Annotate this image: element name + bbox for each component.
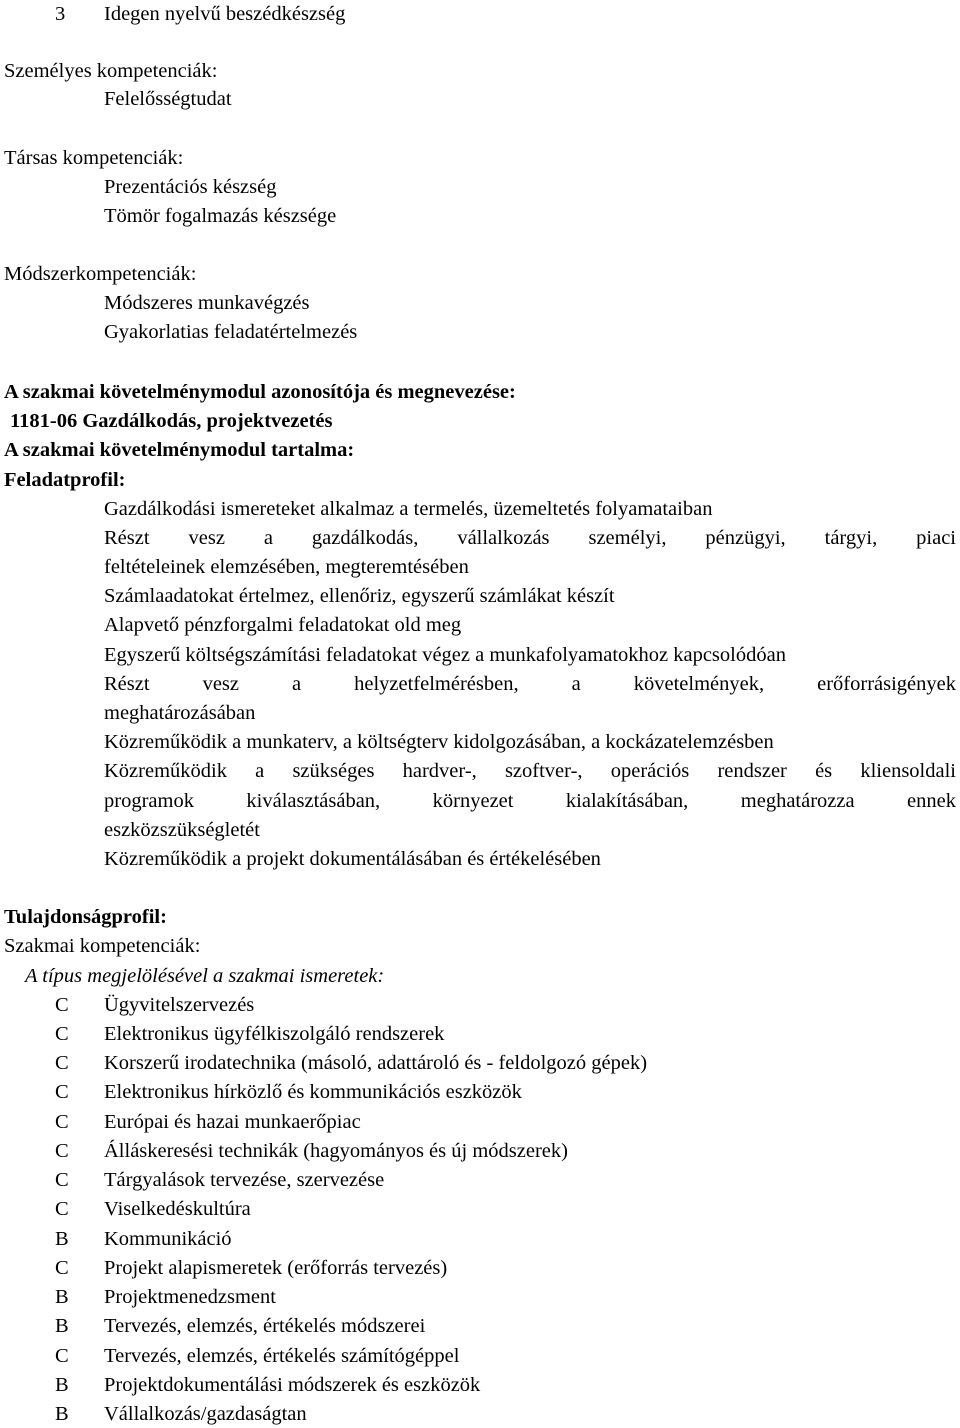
task-item-continuation: feltételeinek elemzésében, megteremtésében [104, 556, 469, 578]
method-competences-title: Módszerkompetenciák: [4, 263, 197, 285]
task-item-continuation: eszközszükségletét [104, 819, 260, 841]
task-item-line: Részt vesz a gazdálkodás, vállalkozás személyi, pénzügyi, tárgyi, piaci [104, 527, 956, 549]
knowledge-level: B [55, 1228, 69, 1250]
social-competences-title: Társas kompetenciák: [4, 147, 184, 169]
professional-competences-title: Szakmai kompetenciák: [4, 935, 201, 957]
knowledge-level: C [55, 1052, 69, 1074]
task-item-line: Részt vesz a helyzetfelmérésben, a követelmények, erőforrásigények [104, 673, 956, 695]
knowledge-level: C [55, 1081, 69, 1103]
module-id-heading: A szakmai követelménymodul azonosítója és megnevezése: [4, 381, 516, 403]
knowledge-level: C [55, 1198, 69, 1220]
knowledge-item: Tervezés, elemzés, értékelés számítógéppel [104, 1345, 460, 1367]
header-text: Idegen nyelvű beszédkészség [104, 3, 346, 25]
knowledge-level: C [55, 1111, 69, 1133]
task-item: Számlaadatokat értelmez, ellenőriz, egyszerű számlákat készít [104, 585, 615, 607]
knowledge-level: C [55, 1023, 69, 1045]
knowledge-item: Vállalkozás/gazdaságtan [104, 1403, 307, 1425]
knowledge-item: Tervezés, elemzés, értékelés módszerei [104, 1315, 426, 1337]
task-item-line: Közreműködik a szükséges hardver-, szoftver-, operációs rendszer és kliensoldali [104, 760, 956, 782]
type-note: A típus megjelölésével a szakmai ismeretek: [25, 965, 385, 987]
knowledge-item: Elektronikus ügyfélkiszolgáló rendszerek [104, 1023, 445, 1045]
knowledge-level: C [55, 1140, 69, 1162]
knowledge-level: C [55, 1169, 69, 1191]
knowledge-level: B [55, 1374, 69, 1396]
module-id-value: 1181-06 Gazdálkodás, projektvezetés [10, 410, 333, 432]
knowledge-level: C [55, 994, 69, 1016]
method-competence-item: Gyakorlatias feladatértelmezés [104, 321, 358, 343]
knowledge-item: Projektmenedzsment [104, 1286, 276, 1308]
task-item: Egyszerű költségszámítási feladatokat végez a munkafolyamatokhoz kapcsolódóan [104, 644, 786, 666]
task-item-line: programok kiválasztásában, környezet kialakításában, meghatározza ennek [104, 790, 956, 812]
task-item: Alapvető pénzforgalmi feladatokat old meg [104, 614, 462, 636]
method-competence-item: Módszeres munkavégzés [104, 292, 310, 314]
knowledge-item: Viselkedéskultúra [104, 1198, 251, 1220]
task-item: Közreműködik a projekt dokumentálásában és értékelésében [104, 848, 601, 870]
knowledge-item: Európai és hazai munkaerőpiac [104, 1111, 361, 1133]
knowledge-item: Kommunikáció [104, 1228, 232, 1250]
knowledge-item: Álláskeresési technikák (hagyományos és új módszerek) [104, 1140, 568, 1162]
knowledge-level: C [55, 1345, 69, 1367]
knowledge-item: Projektdokumentálási módszerek és eszközök [104, 1374, 481, 1396]
task-item-justified [104, 787, 956, 815]
property-profile-heading: Tulajdonságprofil: [4, 906, 167, 928]
task-item: Gazdálkodási ismereteket alkalmaz a termelés, üzemeltetés folyamataiban [104, 498, 713, 520]
social-competence-item: Tömör fogalmazás készsége [104, 205, 337, 227]
knowledge-item: Korszerű irodatechnika (másoló, adattároló és - feldolgozó gépek) [104, 1052, 648, 1074]
task-item-justified [104, 757, 956, 785]
task-profile-heading: Feladatprofil: [4, 469, 126, 491]
knowledge-level: C [55, 1257, 69, 1279]
task-item-continuation: meghatározásában [104, 702, 256, 724]
knowledge-level: B [55, 1315, 69, 1337]
personal-competences-title: Személyes kompetenciák: [4, 60, 218, 82]
knowledge-item: Projekt alapismeretek (erőforrás tervezés) [104, 1257, 448, 1279]
task-item-justified [104, 524, 956, 552]
knowledge-item: Elektronikus hírközlő és kommunikációs eszközök [104, 1081, 522, 1103]
knowledge-level: B [55, 1286, 69, 1308]
knowledge-level: B [55, 1403, 69, 1425]
knowledge-item: Tárgyalások tervezése, szervezése [104, 1169, 385, 1191]
knowledge-item: Ügyvitelszervezés [104, 994, 255, 1016]
social-competence-item: Prezentációs készség [104, 176, 277, 198]
personal-competence-item: Felelősségtudat [104, 88, 232, 110]
module-content-heading: A szakmai követelménymodul tartalma: [4, 439, 355, 461]
task-item-justified [104, 670, 956, 698]
item-number: 3 [55, 3, 66, 25]
task-item: Közreműködik a munkaterv, a költségterv kidolgozásában, a kockázatelemzésben [104, 731, 774, 753]
